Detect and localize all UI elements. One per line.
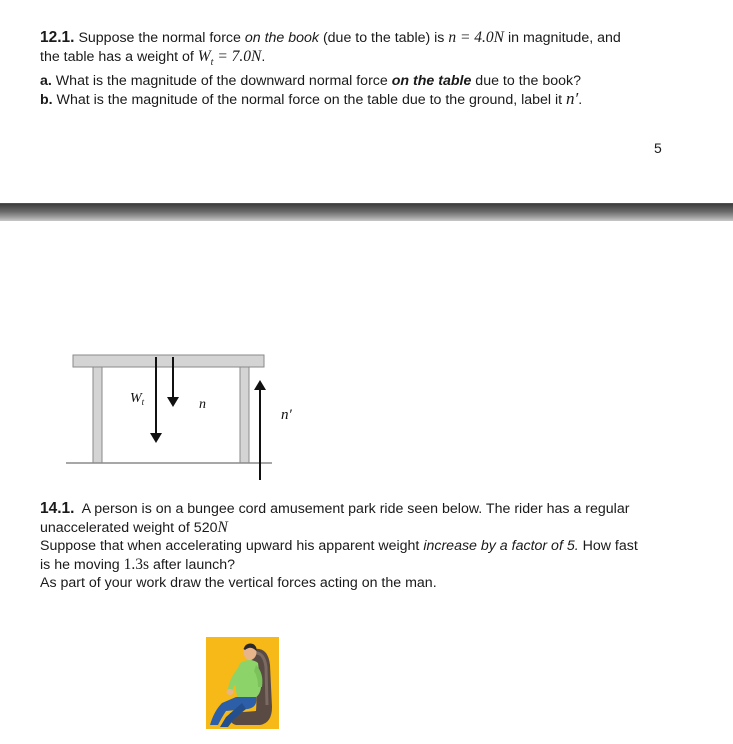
q14-line5: As part of your work draw the vertical forces acting on the man. xyxy=(40,575,437,591)
q14-number: 14.1. xyxy=(40,500,75,517)
q12-a-post: due to the book? xyxy=(471,72,582,89)
q12-line1-post: in magnitude, and xyxy=(504,30,621,46)
nprime-arrowhead xyxy=(254,380,266,390)
q12-wt-symbol: W xyxy=(197,47,211,65)
q14-line3-em: increase by a factor of 5. xyxy=(423,538,579,554)
table-leg-left xyxy=(93,367,102,463)
q12-number: 12.1. xyxy=(40,29,75,46)
q14-line2-pre: unaccelerated weight of 520 xyxy=(40,519,218,536)
q14-line2-unit: N xyxy=(217,518,228,536)
rider-illustration xyxy=(206,637,279,729)
q14-line1-text: A person is on a bungee cord amusement park ride seen below. The rider has a regular xyxy=(81,501,630,517)
q12-line2 xyxy=(40,48,700,72)
q12-b-symbol: n′ xyxy=(566,89,579,109)
q12-part-a xyxy=(40,72,700,91)
q12-wt-sub: t xyxy=(210,56,214,68)
q14-line4-val: 1.3s xyxy=(123,555,150,573)
q14-line3-post: How fast xyxy=(578,538,638,554)
page-number: 5 xyxy=(654,140,662,156)
rider-shirt xyxy=(235,660,261,699)
nprime-label: n′ xyxy=(281,407,292,423)
q12-line1-mid: (due to the table) is xyxy=(319,30,449,46)
page-divider xyxy=(0,204,733,221)
wt-label: $W_t$ xyxy=(130,391,145,407)
n-arrowhead xyxy=(167,397,179,407)
q14-line1 xyxy=(40,500,700,519)
q14-line3-pre: Suppose that when accelerating upward his apparent weight xyxy=(40,538,424,554)
q12-b-text: What is the magnitude of the normal force on the table due to the ground, label it xyxy=(52,92,567,109)
table-force-diagram xyxy=(60,345,292,470)
q12-line1-em: on the book xyxy=(244,30,319,46)
q12-line1-pre: Suppose the normal force xyxy=(78,30,245,46)
q14-line4-pre: is he moving xyxy=(40,556,124,573)
q12-wt-val: = 7.0N xyxy=(213,47,262,65)
q12-a-label: a. xyxy=(40,72,52,89)
q14-line2 xyxy=(40,519,700,538)
q12-n-eq: n = 4.0N xyxy=(448,29,505,46)
question-14-1 xyxy=(40,500,700,593)
q14-line4-post: after launch? xyxy=(149,556,235,573)
q12-b-label: b. xyxy=(40,92,53,109)
q14-line4 xyxy=(40,556,700,575)
wt-arrowhead xyxy=(150,433,162,443)
q12-a-em: on the table xyxy=(391,72,472,89)
q12-b-end: . xyxy=(578,92,583,109)
q12-part-b xyxy=(40,90,700,110)
question-12-1 xyxy=(40,29,700,110)
q12-line2-pre: the table has a weight of xyxy=(40,48,198,65)
q14-line3 xyxy=(40,537,700,556)
q12-a-pre: What is the magnitude of the downward normal force xyxy=(51,72,392,89)
n-label: n xyxy=(199,397,206,412)
table-leg-right xyxy=(240,367,249,463)
q12-line2-post: . xyxy=(261,48,266,65)
q12-line1 xyxy=(40,29,700,48)
table-top xyxy=(73,355,264,367)
